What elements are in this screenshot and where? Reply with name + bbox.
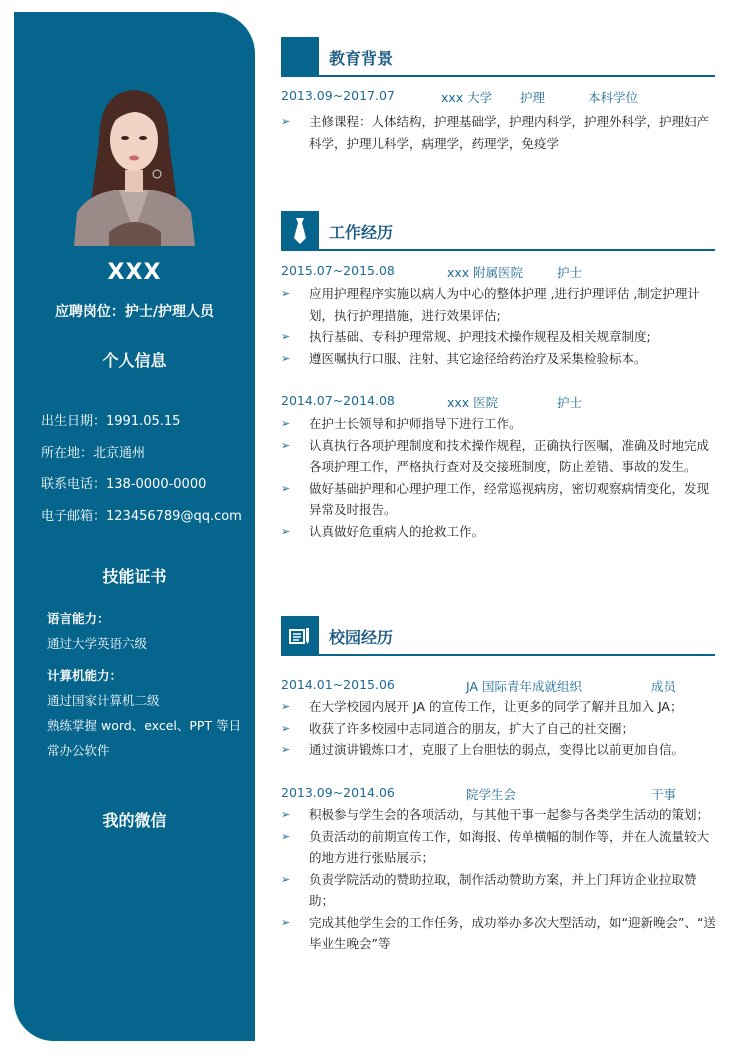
work-role: 护士 (557, 395, 583, 410)
sidebar (14, 12, 255, 1041)
list-item: ➢ 收获了许多校园中志同道合的朋友，扩大了自己的社交圈； (281, 718, 721, 740)
work-meta (281, 393, 721, 411)
education-degree: 本科学位 (588, 90, 639, 105)
campus-org: JA 国际青年成就组织 (466, 679, 582, 694)
campus-bullets (281, 804, 721, 955)
portrait-image (69, 82, 199, 246)
location: 所在地：北京通州 (41, 446, 146, 461)
education-bullets (281, 111, 721, 154)
campus-meta (281, 677, 721, 695)
computer-skill-label: 计算机能力： (47, 668, 123, 683)
section-divider (281, 75, 715, 77)
education-period: 2013.09~2017.07 (281, 88, 395, 103)
work-role: 护士 (557, 265, 583, 280)
work-title: 工作经历 (329, 223, 394, 242)
list-item: ➢ 认真做好危重病人的抢救工作。 (281, 521, 721, 543)
personal-info-heading: 个人信息 (102, 351, 167, 370)
list-item: ➢ 认真执行各项护理制度和技术操作规程，正确执行医嘱，准确及时地完成各项护理工作，严格执行查对及交接班制度，防止差错、事故的发生。 (281, 435, 721, 478)
campus-period: 2013.09~2014.06 (281, 785, 395, 800)
list-item: ➢ 在大学校园内展开 JA 的宣传工作，让更多的同学了解并且加入 JA； (281, 696, 721, 718)
list-item: ➢ 执行基础、专科护理常规、护理技术操作规程及相关规章制度; (281, 326, 721, 348)
list-item: ➢ 负责学院活动的赞助拉取，制作活动赞助方案，并上门拜访企业拉取赞助； (281, 869, 721, 912)
list-item: ➢ 积极参与学生会的各项活动，与其他干事一起参与各类学生活动的策划； (281, 804, 721, 826)
campus-period: 2014.01~2015.06 (281, 677, 395, 692)
education-meta (281, 88, 721, 106)
work-period: 2014.07~2014.08 (281, 393, 395, 408)
work-meta (281, 263, 721, 281)
necktie-icon (281, 211, 319, 251)
list-item: ➢ 负责活动的前期宣传工作，如海报、传单横幅的制作等，并在人流量较大的地方进行张贴展示； (281, 826, 721, 869)
profile-photo (69, 82, 199, 246)
education-major: 护理 (520, 90, 546, 105)
language-skill-label: 语言能力： (47, 611, 110, 626)
list-item: ➢ 通过演讲锻炼口才，克服了上台胆怯的弱点，变得比以前更加自信。 (281, 739, 721, 761)
education-title: 教育背景 (329, 49, 394, 68)
language-skill-item: 通过大学英语六级 (47, 636, 148, 651)
campus-meta (281, 785, 721, 803)
section-divider (281, 654, 715, 656)
campus-role: 干事 (651, 787, 677, 802)
education-section-header (281, 37, 715, 77)
work-bullets (281, 283, 721, 369)
birth-date: 出生日期：1991.05.15 (41, 414, 181, 429)
campus-bullets (281, 696, 721, 761)
list-item: ➢ 做好基础护理和心理护理工作，经常巡视病房，密切观察病情变化，发现异常及时报告。 (281, 478, 721, 521)
work-period: 2015.07~2015.08 (281, 263, 395, 278)
skills-heading: 技能证书 (102, 567, 167, 586)
work-org: xxx 医院 (447, 395, 499, 410)
campus-role: 成员 (651, 679, 677, 694)
job-target: 应聘岗位：护士/护理人员 (54, 304, 215, 320)
work-section-header (281, 211, 715, 251)
section-marker-icon (281, 37, 319, 77)
work-org: xxx 附属医院 (447, 265, 524, 280)
section-divider (281, 249, 715, 251)
computer-skill-item: 通过国家计算机二级 (47, 693, 160, 708)
computer-skill-item: 熟练掌握 word、excel、PPT 等日 (47, 718, 242, 733)
list-item: ➢ 主修课程：人体结构，护理基础学，护理内科学，护理外科学，护理妇产科学，护理儿科学，病理学，药理学，免疫学 (281, 111, 721, 154)
campus-org: 院学生会 (466, 787, 517, 802)
computer-skill-item: 常办公软件 (47, 743, 110, 758)
list-item: ➢ 应用护理程序实施以病人为中心的整体护理 ,进行护理评估 ,制定护理计划，执行护理措施，进行效果评估; (281, 283, 721, 326)
phone: 联系电话：138-0000-0000 (41, 477, 207, 492)
email: 电子邮箱：123456789@qq.com (41, 509, 242, 524)
wechat-heading: 我的微信 (102, 811, 167, 830)
list-item: ➢ 完成其他学生会的工作任务，成功举办多次大型活动，如“迎新晚会”、“送毕业生晚会”等 (281, 912, 721, 955)
notebook-pen-icon (281, 616, 319, 656)
list-item: ➢ 在护士长领导和护师指导下进行工作。 (281, 413, 721, 435)
work-bullets (281, 413, 721, 542)
campus-title: 校园经历 (329, 628, 394, 647)
education-school: xxx 大学 (441, 90, 493, 105)
campus-section-header (281, 616, 715, 656)
list-item: ➢ 遵医嘱执行口服、注射、其它途径给药治疗及采集检验标本。 (281, 348, 721, 370)
candidate-name: XXX (107, 260, 162, 285)
